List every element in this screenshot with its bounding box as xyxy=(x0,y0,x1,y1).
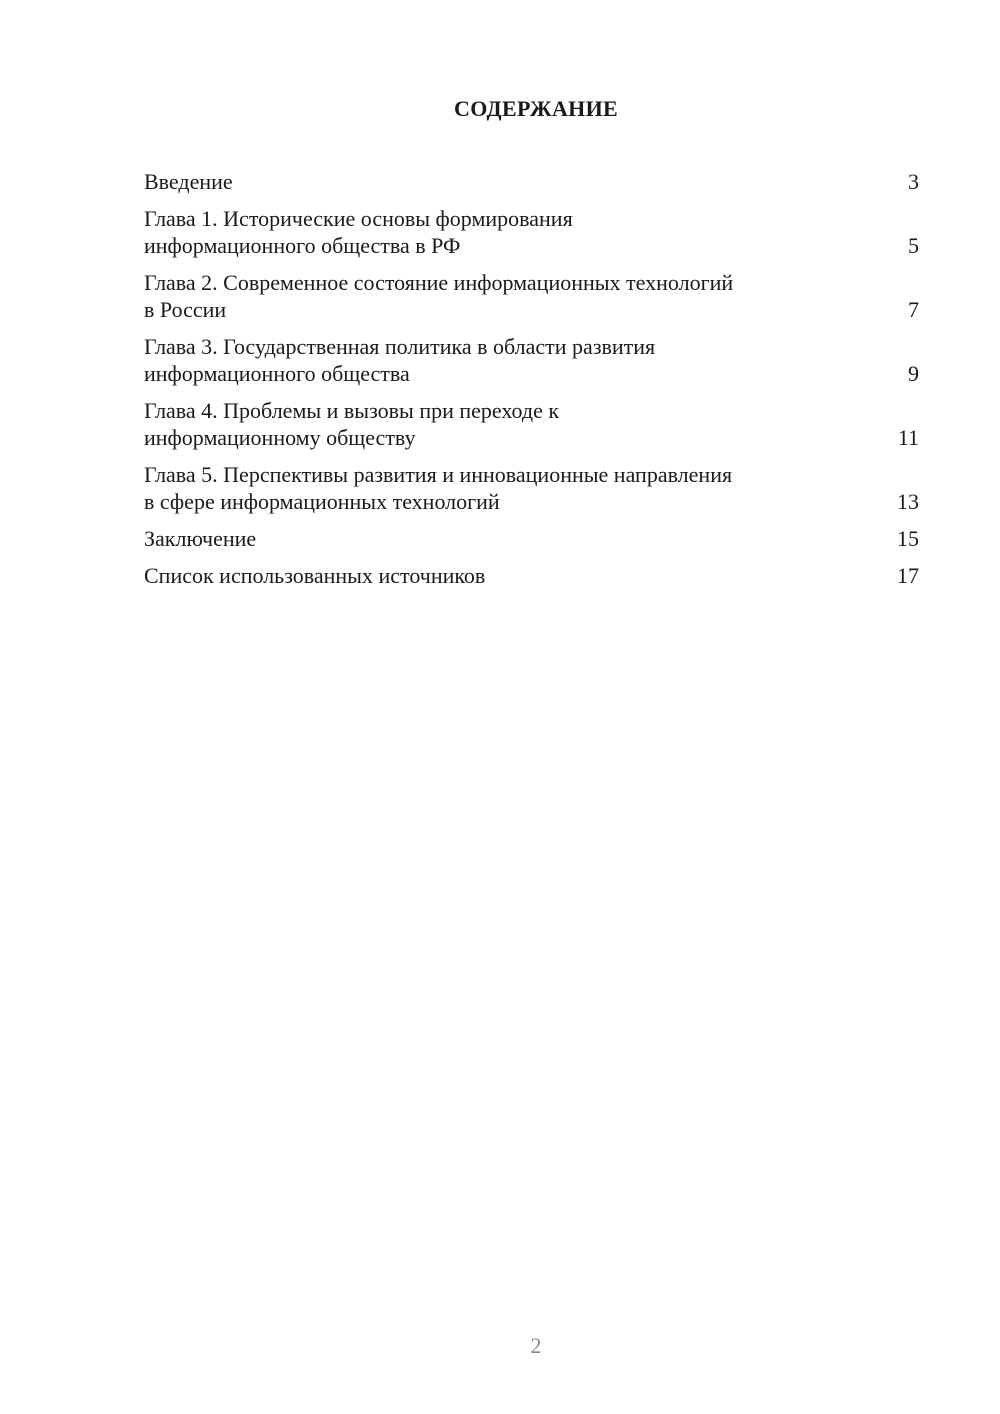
toc-entry-line: информационному обществу xyxy=(144,425,416,450)
toc-entry-text xyxy=(144,562,485,589)
toc-entry-line: информационного общества xyxy=(144,361,410,386)
toc-entry-chapter-4 xyxy=(144,397,919,451)
toc-entry-chapter-3 xyxy=(144,333,919,387)
toc-entry-page: 17 xyxy=(897,563,919,588)
toc-entry-page: 3 xyxy=(908,169,919,194)
toc-entry-line: в сфере информационных технологий xyxy=(144,489,500,514)
toc-entry-line: Глава 1. Исторические основы формирования xyxy=(144,206,573,231)
toc-entry-line: Глава 4. Проблемы и вызовы при переходе к xyxy=(144,398,560,423)
toc-entry-page: 7 xyxy=(908,297,919,322)
toc-entry-chapter-2 xyxy=(144,269,919,323)
toc-entry-references xyxy=(144,562,919,589)
toc-entry-conclusion xyxy=(144,525,919,552)
toc-entry-text xyxy=(144,333,655,387)
toc-list xyxy=(144,168,919,599)
toc-entry-chapter-5 xyxy=(144,461,919,515)
toc-entry-line: Глава 2. Современное состояние информационных технологий xyxy=(144,270,734,295)
toc-entry-line: Заключение xyxy=(144,526,257,551)
footer-page-number: 2 xyxy=(530,1333,542,1358)
toc-entry-text xyxy=(144,269,733,323)
toc-entry-line: Введение xyxy=(144,169,233,194)
toc-entry-page: 11 xyxy=(897,425,919,450)
toc-entry-line: информационного общества в РФ xyxy=(144,233,461,258)
toc-entry-text xyxy=(144,525,256,552)
toc-entry-chapter-1 xyxy=(144,205,919,259)
toc-entry-text xyxy=(144,205,573,259)
toc-entry-page: 15 xyxy=(897,526,919,551)
toc-entry-page: 9 xyxy=(908,361,919,386)
toc-entry-text xyxy=(144,168,233,195)
toc-entry-page: 5 xyxy=(908,233,919,258)
toc-entry-line: Список использованных источников xyxy=(144,563,486,588)
toc-entry-line: Глава 3. Государственная политика в области развития xyxy=(144,334,656,359)
toc-title: СОДЕРЖАНИЕ xyxy=(454,96,618,121)
toc-entry-introduction xyxy=(144,168,919,195)
toc-entry-page: 13 xyxy=(897,489,919,514)
toc-entry-text xyxy=(144,461,732,515)
toc-entry-line: Глава 5. Перспективы развития и инновационные направления xyxy=(144,462,733,487)
toc-entry-text xyxy=(144,397,559,451)
toc-entry-line: в России xyxy=(144,297,227,322)
